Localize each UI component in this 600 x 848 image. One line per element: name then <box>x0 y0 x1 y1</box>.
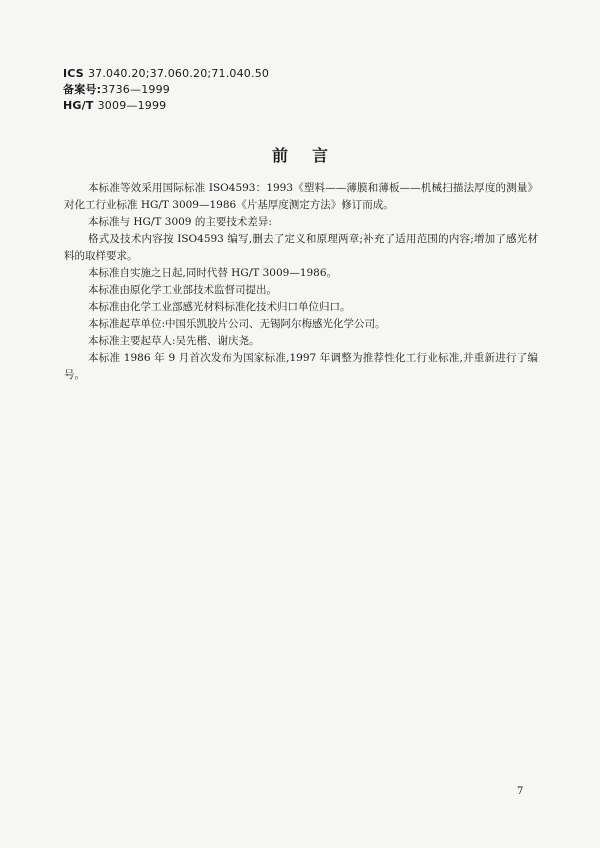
ics-label: ICS <box>63 67 84 80</box>
record-label: 备案号: <box>63 83 102 96</box>
page-number: 7 <box>517 786 524 797</box>
paragraph: 本标准由原化学工业部技术监督司提出。 <box>88 284 277 296</box>
record-line <box>63 82 269 98</box>
standard-code: HG/T <box>63 99 94 112</box>
document-header <box>63 66 269 114</box>
paragraph: 本标准 1986 年 9 月首次发布为国家标准,1997 年调整为推荐性化工行业标准,并重新进行了编号。 <box>64 352 538 381</box>
page-title: 前言 <box>271 146 352 165</box>
paragraph: 本标准等效采用国际标准 ISO4593：1993《塑料——薄膜和薄板——机械扫描法厚度的测量》对化工行业标准 HG/T 3009—1986《片基厚度测定方法》修订而成。 <box>64 182 538 211</box>
ics-line <box>63 66 269 82</box>
ics-value: 37.040.20;37.060.20;71.040.50 <box>87 67 270 80</box>
paragraph: 本标准主要起草人:吴先楷、谢庆尧。 <box>88 335 260 347</box>
paragraph: 本标准自实施之日起,同时代替 HG/T 3009—1986。 <box>88 267 338 279</box>
paragraph: 本标准起草单位:中国乐凯胶片公司、无锡阿尔梅感光化学公司。 <box>88 318 386 330</box>
standard-value: 3009—1999 <box>97 99 167 112</box>
standard-line <box>63 98 269 114</box>
paragraph: 格式及技术内容按 ISO4593 编写,删去了定义和原理两章;补充了适用范围的内容;增加了感光材料的取样要求。 <box>64 233 538 262</box>
paragraph: 本标准由化学工业部感光材料标准化技术归口单位归口。 <box>88 301 351 313</box>
paragraph: 本标准与 HG/T 3009 的主要技术差异: <box>88 216 272 228</box>
record-value: 3736—1999 <box>101 83 170 96</box>
foreword-body <box>64 180 538 384</box>
